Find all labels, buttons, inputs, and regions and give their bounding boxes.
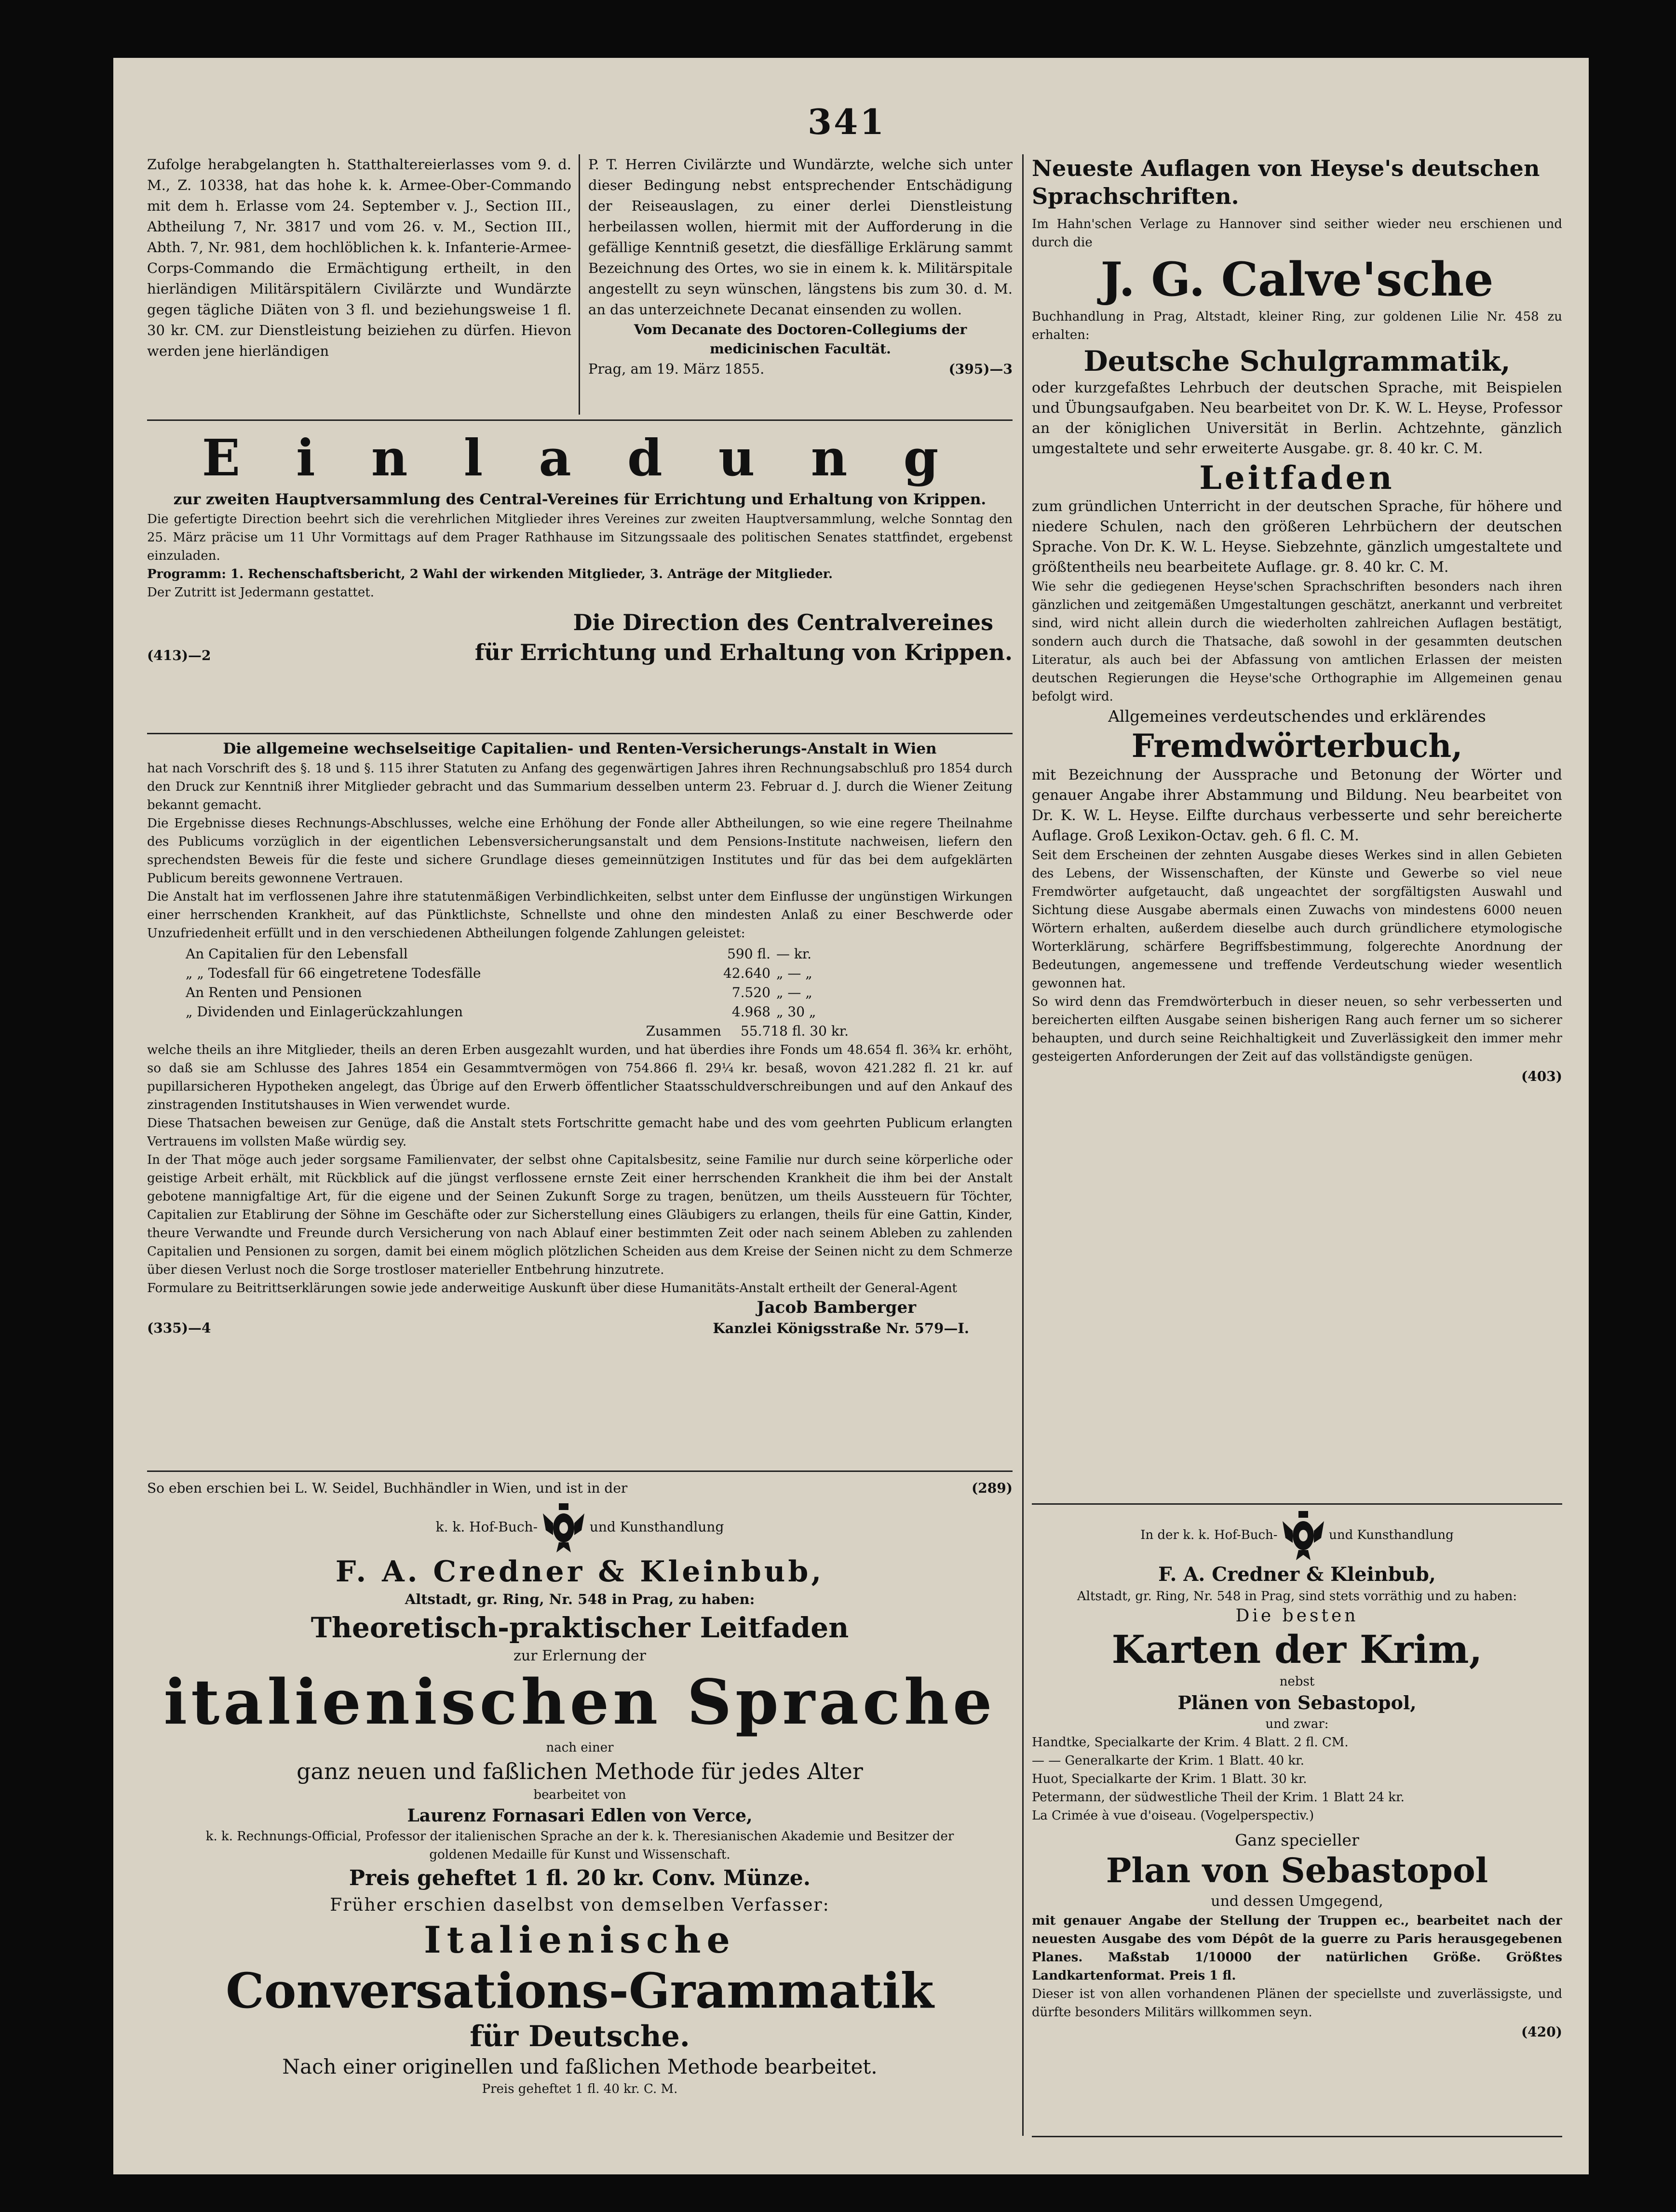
table-row: An Capitalien für den Lebensfall 590 fl. — kr. — [186, 946, 812, 962]
book1-author-desc: k. k. Rechnungs-Official, Professor der italienischen Sprache an der k. k. Theresianischen Akademie und Besitzer der goldenen Medaille für Kunst und Wissenschaft. — [205, 1829, 954, 1862]
payments-table — [186, 944, 849, 1041]
credner-address: Altstadt, gr. Ring, Nr. 548 in Prag, zu haben: — [405, 1591, 755, 1607]
krim-title: Karten der Krim, — [1111, 1627, 1483, 1672]
book-fremdwoerterbuch-pre: Allgemeines verdeutschendes und erklärendes — [1108, 707, 1486, 726]
einladung-sign2: für Errichtung und Erhaltung von Krippen. — [474, 639, 1013, 665]
book2-price: Preis geheftet 1 fl. 40 kr. C. M. — [482, 2082, 678, 2096]
credner-imprint: In der k. k. Hof-Buch- und Kunsthandlung — [1032, 1509, 1562, 1562]
table-row: An Renten und Pensionen 7.520 „ — „ — [186, 985, 812, 1000]
place-date: Prag, am 19. März 1855. — [588, 361, 765, 377]
krim-maps-ad — [1032, 1509, 1562, 2136]
und-zwar: und zwar: — [1265, 1717, 1329, 1731]
credner-firm: F. A. Credner & Kleinbub, — [1158, 1563, 1436, 1586]
ad-reference: (403) — [1521, 1068, 1562, 1084]
heyse-middle-text: Wie sehr die gediegenen Heyse'schen Sprachschriften besonders nach ihren gänzlichen und zeitgemäßen Umgestaltungen geschätzt, anerkannt und verbreitet sind, wird nicht allein durch die wiederholten zahlreichen Auflagen bestätigt, sondern auch durch die Thatsache, daß sowohl in der gesammten deutschen Literatur, als auch bei der Abfassung von amtlichen Erlassen der meisten deutschen Regierungen die Heyse'sche Orthographie im Allgemeinen genau befolgt wird. — [1032, 580, 1562, 704]
book-leitfaden-title: Leitfaden — [1199, 459, 1395, 497]
agent-address: Kanzlei Königsstraße Nr. 579—I. — [713, 1320, 969, 1336]
heyse-intro: Im Hahn'schen Verlage zu Hannover sind seither wieder neu erschienen und durch die — [1032, 217, 1562, 250]
column-divider — [1022, 154, 1024, 2136]
list-item: — — Generalkarte der Krim. 1 Blatt. 40 kr. — [1032, 1753, 1305, 1768]
einladung-program: Programm: 1. Rechenschaftsbericht, 2 Wahl der wirkenden Mitglieder, 3. Anträge der Mitglieder. — [147, 567, 833, 581]
versicherung-p7: Formulare zu Beitrittserklärungen sowie jede anderweitige Auskunft über diese Humanitäts-Anstalt ertheilt der General-Agent — [147, 1281, 958, 1295]
table-row: „ Dividenden und Einlagerückzahlungen 4.968 „ 30 „ — [186, 1004, 816, 1020]
credner-address: Altstadt, gr. Ring, Nr. 548 in Prag, sind stets vorräthig und zu haben: — [1077, 1589, 1517, 1604]
book2-method: Nach einer originellen und faßlichen Methode bearbeitet. — [282, 2055, 878, 2078]
earlier-line: Früher erschien daselbst von demselben Verfasser: — [330, 1895, 830, 1915]
book1-price: Preis geheftet 1 fl. 20 kr. Conv. Münze. — [349, 1866, 811, 1890]
double-eagle-emblem-icon — [1282, 1509, 1325, 1562]
ad-reference: (289) — [972, 1480, 1013, 1496]
section-rule — [147, 1470, 1013, 1472]
notice-signature: Vom Decanate des Doctoren-Collegiums der medicinischen Facultät. — [634, 322, 967, 357]
book1-after: nach einer — [546, 1740, 614, 1755]
book1-method: ganz neuen und faßlichen Methode für jedes Alter — [297, 1758, 863, 1784]
ad-reference: (335)—4 — [147, 1320, 211, 1336]
versicherung-p5: Diese Thatsachen beweisen zur Genüge, daß die Anstalt stets Fortschritte gemacht habe und des vom geehrten Publicum erlangten Vertrauens im vollsten Maße würdig sey. — [147, 1116, 1013, 1149]
einladung-sign1: Die Direction des Centralvereines — [573, 609, 993, 635]
notice-dateline — [588, 359, 1013, 379]
ad-reference: (395)—3 — [948, 361, 1013, 377]
agent-name: Jacob Bamberger — [757, 1298, 916, 1317]
notice-civilaerzte-part1 — [147, 154, 571, 415]
versicherung-p3: Die Anstalt hat im verflossenen Jahre ihre statutenmäßigen Verbindlichkeiten, selbst unter dem Einflusse der ungünstigen Wirkungen einer herrschenden Krankheit, auf das Pünktlichste, Schnellste und ohne den mindesten Anlaß zu einer Beschwerde oder Unzufriedenheit erfüllt und in den verschiedenen Abtheilungen folgende Zahlungen geleistet: — [147, 890, 1013, 941]
seidel-text: So eben erschien bei L. W. Seidel, Buchhändler in Wien, und ist in der — [147, 1480, 628, 1496]
list-item: Petermann, der südwestliche Theil der Krim. 1 Blatt 24 kr. — [1032, 1790, 1405, 1805]
book1-bearbeitet: bearbeitet von — [533, 1788, 626, 1802]
list-item: La Crimée à vue d'oiseau. (Vogelperspectiv.) — [1032, 1808, 1314, 1823]
book1-author: Laurenz Fornasari Edlen von Verce, — [407, 1806, 753, 1826]
plaene-title: Plänen von Sebastopol, — [1177, 1692, 1417, 1713]
book-leitfaden-text: zum gründlichen Unterricht in der deutschen Sprache, für höhere und niedere Schulen, nach den größeren Lehrbüchern der deutschen Sprache. Von Dr. K. W. L. Heyse. Siebzehnte, gänzlich umgestaltete und größtentheils neu bearbeitete Auflage. gr. 8. 40 kr. C. M. — [1032, 498, 1562, 576]
einladung-ad — [147, 427, 1013, 730]
heyse-end-text1: Seit dem Erscheinen der zehnten Ausgabe dieses Werkes sind in allen Gebieten des Lebens, der Wissenschaften, der Künste und Gewerbe so viel neue Fremdwörter aufgetaucht, daß ungeachtet der sorgfältigsten Auswahl und Sichtung diese Ausgabe abermals einen Zuwachs von mindestens 6000 neuen Wörtern erhalten, außerdem dieselbe auch durch gründlichere etymologische Worterklärung, schärfere Begriffsbestimmung, folgerechte Anordnung der Bedeutungen, angemessene und treffende Verdeutschung wieder wesentlich gewonnen hat. — [1032, 848, 1562, 991]
book1-sub: zur Erlernung der — [514, 1647, 646, 1664]
credner-firm: F. A. Credner & Kleinbub, — [335, 1555, 824, 1589]
versicherung-p2: Die Ergebnisse dieses Rechnungs-Abschlusses, welche eine Erhöhung der Fonde aller Abtheilungen, so wie eine regere Theilnahme des Publicums vorzüglich in der eigentlichen Lebensversicherungsanstalt und dem Pensions-Institute nachweisen, liefern den sprechendsten Beweis für die feste und sichere Grundlage dieses gemeinnützigen Institutes und für das bei dem aufgeklärten Publicum bereits gewonnene Vertrauen. — [147, 816, 1013, 886]
book-fremdwoerterbuch-title: Fremdwörterbuch, — [1131, 727, 1463, 765]
ganz-specieller: Ganz specieller — [1235, 1831, 1359, 1849]
book1-title: Theoretisch-praktischer Leitfaden — [311, 1611, 849, 1644]
einladung-footer — [147, 637, 1013, 667]
versicherung-footer — [147, 1318, 1013, 1338]
book-fremdwoerterbuch-text: mit Bezeichnung der Aussprache und Betonung der Wörter und genauer Angabe ihrer Abstammung und Bildung. Neu bearbeitet von Dr. K. W. L. Heyse. Eilfte durchaus verbesserte und sehr bereicherte Auflage. Groß Lexikon-Octav. geh. 6 fl. C. M. — [1032, 767, 1562, 844]
column-divider — [579, 154, 580, 415]
section-rule — [1032, 2136, 1562, 2137]
versicherung-p4: welche theils an ihre Mitglieder, theils an deren Erben ausgezahlt wurden, und hat überdies ihre Fonds um 48.654 fl. 36¾ kr. erhöht, so daß sie am Schlusse des Jahres 1854 ein Gesammtvermögen von 754.866 fl. 29¼ kr. besaß, wovon 421.282 fl. 21 kr. auf pupillarsicheren Hypotheken angelegt, das Übrige auf den Erwerb öffentlicher Staatsschuldverschreibungen und auf den Ankauf des zinstragenden Institutshauses in Wien verwendet wurde. — [147, 1043, 1013, 1112]
table-row: „ „ Todesfall für 66 eingetretene Todesfälle 42.640 „ — „ — [186, 965, 812, 981]
die-besten: Die besten — [1235, 1606, 1359, 1626]
heyse-ad — [1032, 154, 1562, 1499]
notice-text: Zufolge herabgelangten h. Statthaltereierlasses vom 9. d. M., Z. 10338, hat das hohe k. k. Armee-Ober-Commando mit dem h. Erlasse vom 24. September v. J., Section III., Abtheilung 7, Nr. 3817 und vom 26. v. M., Section III., Abth. 7, Nr. 981, dem hochlöblichen k. k. Infanterie-Armee-Corps-Commando die Ermächtigung ertheilt, in den hierländigen Militärspitälern Civilärzte und Wundärzte gegen tägliche Diäten von 3 fl. und beziehungsweise 1 fl. 30 kr. CM. zur Dienstleistung beiziehen zu dürfen. Hievon werden jene hierländigen — [147, 156, 571, 359]
plan-sub: und dessen Umgegend, — [1211, 1893, 1383, 1910]
list-item: Huot, Specialkarte der Krim. 1 Blatt. 30 kr. — [1032, 1772, 1307, 1786]
versicherung-p1: hat nach Vorschrift des §. 18 und §. 115 ihrer Statuten zu Anfang des gegenwärtigen Jahres ihren Rechnungsabschluß pro 1854 durch den Druck zur Kenntniß ihrer Mitglieder gebracht und das Summarium desselben unterm 23. Februar d. J. durch die Wiener Zeitung bekannt gemacht. — [147, 761, 1013, 812]
einladung-access: Der Zutritt ist Jedermann gestattet. — [147, 585, 374, 600]
book2-title-b: Conversations-Grammatik — [226, 1962, 934, 2019]
double-eagle-emblem-icon — [542, 1501, 585, 1554]
plan-title: Plan von Sebastopol — [1106, 1850, 1488, 1890]
einladung-body: Die gefertigte Direction beehrt sich die verehrlichen Mitglieder ihres Vereines zur zweiten Hauptversammlung, welche Sonntag den 25. März präcise um 11 Uhr Vormittags auf dem Prager Rathhause im Sitzungssaale des politischen Senates stattfindet, ergebenst einzuladen. — [147, 512, 1013, 563]
plan-end: Dieser ist von allen vorhandenen Plänen der speciellste und zuverlässigste, und dürfte besonders Militärs willkommen seyn. — [1032, 1987, 1562, 2020]
plan-text: mit genauer Angabe der Stellung der Truppen ec., bearbeitet nach der neuesten Ausgabe des vom Dépôt de la guerre zu Paris herausgegebenen Planes. Maßstab 1/10000 der natürlichen Größe. Größtes Landkartenformat. Preis 1 fl. — [1032, 1914, 1562, 1983]
section-rule — [147, 733, 1013, 734]
newspaper-page — [113, 58, 1589, 2174]
italian-books-ad — [147, 1478, 1013, 2133]
heyse-heading: Neueste Auflagen von Heyse's deutschen Sprachschriften. — [1032, 155, 1540, 209]
einladung-subtitle: zur zweiten Hauptversammlung des Central-Vereines für Errichtung und Erhaltung von Krippen. — [173, 491, 987, 508]
table-total-row: Zusammen 55.718 fl. 30 kr. — [646, 1023, 849, 1039]
credner-imprint: k. k. Hof-Buch- und Kunsthandlung — [147, 1501, 1013, 1554]
page-number: 341 — [808, 101, 886, 142]
section-rule — [147, 419, 1013, 421]
calve-address: Buchhandlung in Prag, Altstadt, kleiner Ring, zur goldenen Lilie Nr. 458 zu erhalten: — [1032, 310, 1562, 342]
calve-firm: J. G. Calve'sche — [1100, 252, 1494, 307]
ad-reference: (420) — [1521, 2024, 1562, 2040]
ad-reference: (413)—2 — [147, 647, 211, 663]
notice-text: P. T. Herren Civilärzte und Wundärzte, welche sich unter dieser Bedingung nebst entsprechender Entschädigung der Reiseauslagen, zu einer derlei Dienstleistung herbeilassen wollen, hiermit mit der Aufforderung in die gefällige Kenntniß gesetzt, die diesfällige Erklärung sammt Bezeichnung des Ortes, wo sie in einem k. k. Militärspitale angestellt zu seyn wünschen, längstens bis zum 30. d. M. an das unterzeichnete Decanat einsenden zu wollen. — [588, 156, 1013, 318]
book-schulgrammatik-title: Deutsche Schulgrammatik, — [1083, 345, 1511, 378]
notice-civilaerzte-part2 — [588, 154, 1013, 415]
book2-title-a: Italienische — [424, 1918, 736, 1961]
book1-language: italienischen Sprache — [163, 1666, 996, 1739]
book-schulgrammatik-text: oder kurzgefaßtes Lehrbuch der deutschen Sprache, mit Beispielen und Übungsaufgaben. Neu bearbeitet von Dr. K. W. L. Heyse, Professor an der königlichen Universität in Berlin. Achtzehnte, gänzlich umgestaltete und sehr erweiterte Ausgabe. gr. 8. 40 kr. C. M. — [1032, 379, 1562, 457]
section-rule — [1032, 1503, 1562, 1505]
seidel-line — [147, 1478, 1013, 1498]
heyse-end-text2: So wird denn das Fremdwörterbuch in dieser neuen, so sehr verbesserten und bereicherten eilften Ausgabe seinen bisherigen Rang auch ferner um so sicherer behaupten, und durch seine Reichhaltigkeit und Zuverlässigkeit den immer mehr gesteigerten Anforderungen der Zeit auf das vollständigste genügen. — [1032, 995, 1562, 1064]
nebst: nebst — [1279, 1674, 1315, 1689]
einladung-title: E i n l a d u n g — [202, 428, 958, 487]
list-item: Handtke, Specialkarte der Krim. 4 Blatt. 2 fl. CM. — [1032, 1735, 1349, 1750]
book2-title-c: für Deutsche. — [470, 2020, 690, 2053]
versicherung-heading: Die allgemeine wechselseitige Capitalien- und Renten-Versicherungs-Anstalt in Wien — [223, 740, 937, 757]
versicherung-ad — [147, 739, 1013, 1467]
versicherung-p6: In der That möge auch jeder sorgsame Familienvater, der selbst ohne Capitalsbesitz, seine Familie nur durch seine körperliche oder geistige Arbeit erhält, mit Rückblick auf die jüngst verflossene ernste Zeit einer herrschenden Krankheit die ihm bei der Anstalt gebotene mannigfaltige Art, für die eigene und der Seinen Zukunft Sorge zu tragen, benützen, um theils Aussteuern für Töchter, Capitalien zur Etablirung der Söhne im Geschäfte oder zur Sicherstellung eines Gläubigers zu erlangen, theils für eine Gattin, Kinder, theure Verwandte und Freunde durch Versicherung von nach Ablauf einer bestimmten Zeit oder nach seinem Ableben zu zahlenden Capitalien und Pensionen zu sorgen, damit bei einem möglich plötzlichen Scheiden aus dem Kreise der Seinen nicht zu dem Schmerze über diesen Verlust noch die Sorge trostloser materieller Entbehrung hinzutrete. — [147, 1153, 1013, 1277]
